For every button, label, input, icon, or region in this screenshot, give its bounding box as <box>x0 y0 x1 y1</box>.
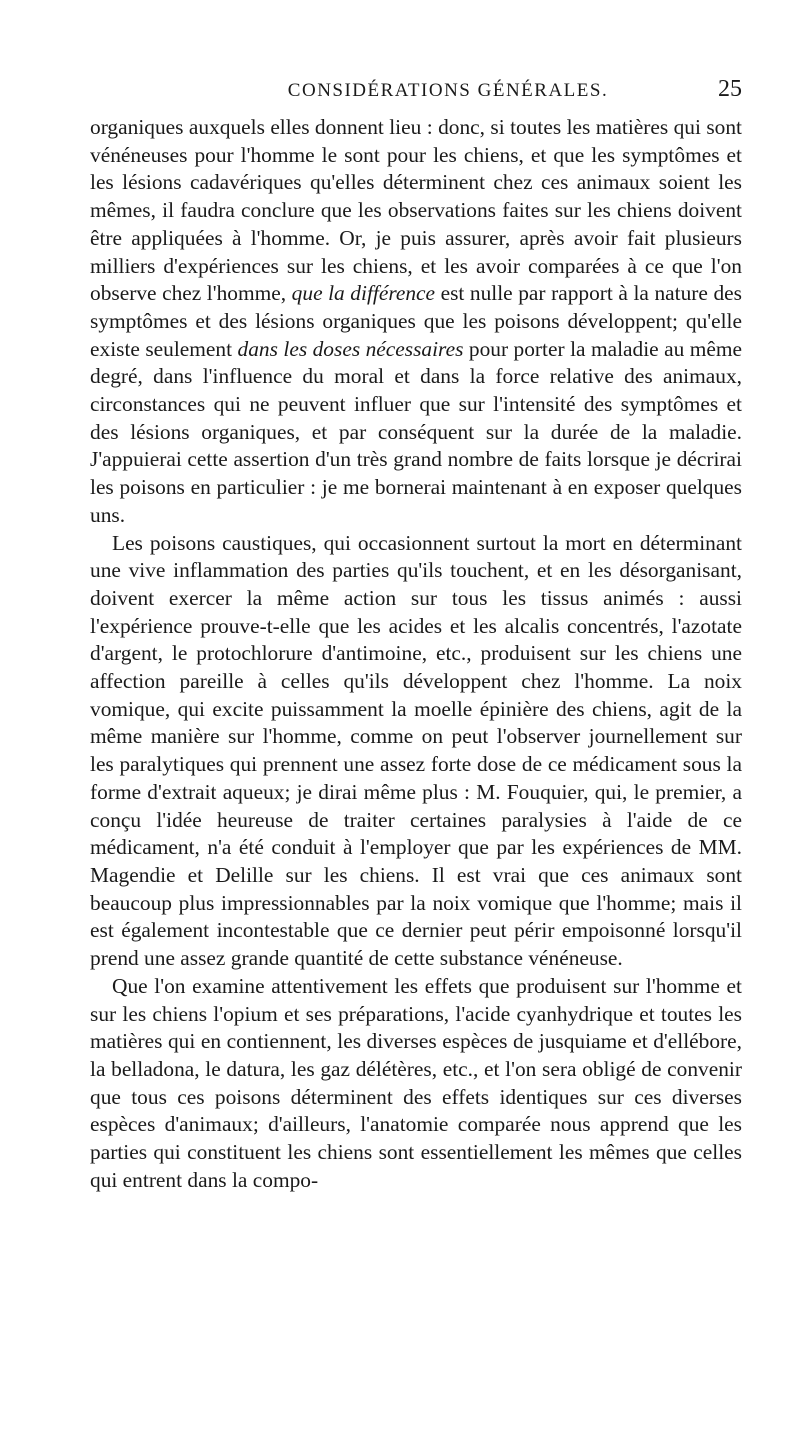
paragraph-2 <box>90 530 742 973</box>
paragraph-3 <box>90 973 742 1195</box>
italic-span: dans les doses nécessaires <box>237 336 464 361</box>
page-number: 25 <box>718 76 742 102</box>
body-text <box>90 114 742 1194</box>
paragraph-1 <box>90 114 742 530</box>
book-page <box>90 56 742 1194</box>
italic-span: que la différence <box>291 281 436 306</box>
page-header <box>90 56 742 102</box>
text-span: Que l'on examine attentivement les effets que produisent sur l'homme et sur les chiens l'opium et ses préparations, l'acide cyanhydrique et toutes les matières qui en contiennent, les diverses espèces de jusquiame et d'ellébore, la belladona, le datura, les gaz délétères, etc., et l'on sera obligé de convenir que tous ces poisons déterminent des effets identiques sur ces diverses espèces d'animaux; d'ailleurs, l'anatomie comparée nous apprend que les parties qui constituent les chiens sont essentiellement les mêmes que celles qui entrent dans la compo- <box>90 973 742 1192</box>
running-head: CONSIDÉRATIONS GÉNÉRALES. <box>287 80 609 101</box>
text-span: pour porter la maladie au même degré, dans l'influence du moral et dans la force relative des animaux, circonstances qui ne peuvent influer que sur l'intensité des symptômes et des lésions organiques, et par conséquent sur la durée de la maladie. J'appuierai cette assertion d'un très grand nombre de faits lorsque je décrirai les poisons en particulier : je me bornerai maintenant à en exposer quelques uns. <box>90 336 743 527</box>
text-span: Les poisons caustiques, qui occasionnent surtout la mort en déterminant une vive inflammation des parties qu'ils touchent, et en les désorganisant, doivent exercer la même action sur tous les tissus animés : aussi l'expérience prouve-t-elle que les acides et les alcalis concentrés, l'azotate d'argent, le protochlorure d'antimoine, etc., produisent sur les chiens une affection pareille à celles qu'ils développent chez l'homme. La noix vomique, qui excite puissamment la moelle épinière des chiens, agit de la même manière sur l'homme, comme on peut l'observer journellement sur les paralytiques qui prennent une assez forte dose de ce médicament sous la forme d'extrait aqueux; je dirai même plus : M. Fouquier, qui, le premier, a conçu l'idée heureuse de traiter certaines paralysies à l'aide de ce médicament, n'a été conduit à l'employer que par les expériences de MM. Magendie et Delille sur les chiens. Il est vrai que ces animaux sont beaucoup plus impressionnables par la noix vomique que l'homme; mais il est également incontestable que ce dernier peut périr empoisonné lorsqu'il prend une assez grande quantité de cette substance vénéneuse. <box>90 530 742 971</box>
text-span: organiques auxquels elles donnent lieu : donc, si toutes les matières qui sont vénéneuses pour l'homme le sont pour les chiens, et que les symptômes et les lésions cadavériques qu'elles déterminent chez ces animaux soient les mêmes, il faudra conclure que les observations faites sur les chiens doivent être appliquées à l'homme. Or, je puis assurer, après avoir fait plusieurs milliers d'expériences sur les chiens, et les avoir comparées à ce que l'on observe chez l'homme, <box>90 115 742 306</box>
text-span: est nulle par rapport à la nature des symptômes et des lésions organiques que les poisons développent; qu'elle existe seulement <box>90 281 742 361</box>
